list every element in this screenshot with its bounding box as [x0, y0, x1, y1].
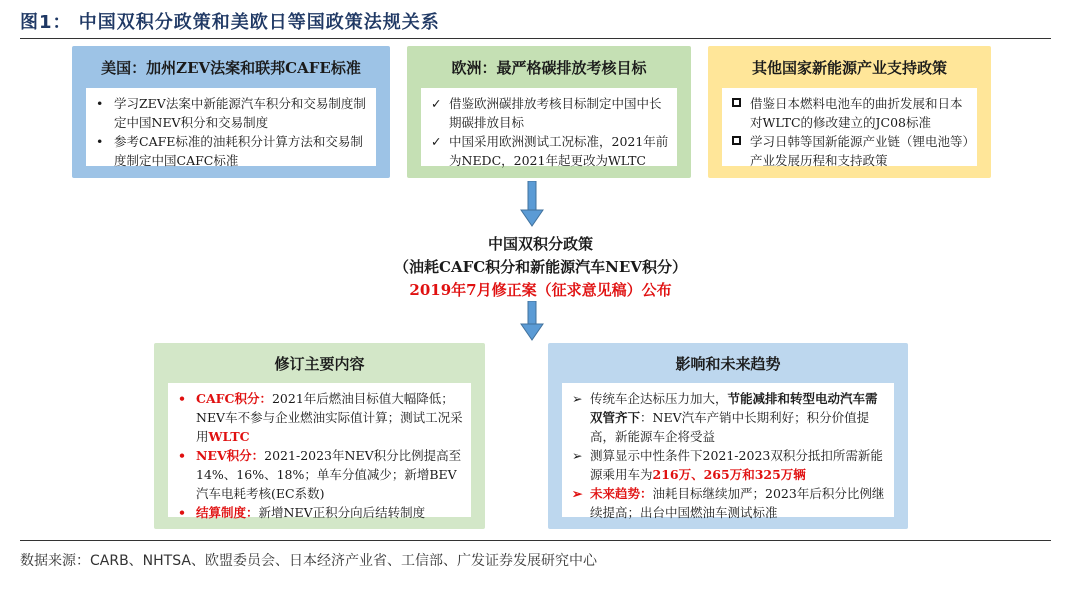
other-policy-box: [708, 46, 991, 178]
check-icon: ✓: [431, 96, 442, 111]
us-policy-item: • 参考CAFE标准的油耗积分计算方法和交易制度制定中国CAFC标准: [96, 134, 363, 168]
revision-item: • 结算制度：新增NEV正积分向后结转制度: [178, 505, 426, 520]
source-rule: [20, 540, 1051, 541]
bullet-icon: •: [96, 96, 104, 111]
arrow-bullet-icon: ➢: [572, 448, 583, 463]
center-subtitle: （油耗CAFC积分和新能源汽车NEV积分）: [394, 258, 687, 276]
square-bullet-icon: [732, 98, 741, 107]
source-note: 数据来源：CARB、NHTSA、欧盟委员会、日本经济产业省、工信部、广发证券发展研究中心: [20, 553, 597, 569]
us-policy-body: [86, 88, 376, 166]
revision-header: 修订主要内容: [274, 354, 365, 373]
impact-box: [548, 343, 908, 529]
us-policy-header: 美国：加州ZEV法案和联邦CAFE标准: [101, 58, 361, 77]
other-policy-item: 借鉴日本燃料电池车的曲折发展和日本对WLTC的修改建立的JC08标准: [732, 94, 969, 132]
impact-item: ➢ 测算显示中性条件下2021-2023双积分抵扣所需新能源乘用车为216万、265万和325万辆: [572, 448, 883, 482]
bullet-icon: •: [178, 448, 186, 463]
impact-header: 影响和未来趋势: [675, 354, 781, 373]
center-title: 中国双积分政策: [487, 235, 593, 253]
bullet-icon: •: [96, 134, 104, 149]
revision-item: • CAFC积分：2021年后燃油目标值大幅降低；NEV车不参与企业燃油实际值计算；测试工况采用WLTC: [178, 391, 463, 444]
down-arrow-icon: [519, 301, 545, 341]
eu-policy-header: 欧洲：最严格碳排放考核目标: [451, 58, 647, 77]
eu-policy-item: ✓ 借鉴欧洲碳排放考核目标制定中国中长期碳排放目标: [431, 96, 662, 130]
title-rule: [20, 38, 1051, 39]
center-announcement: 2019年7月修正案（征求意见稿）公布: [409, 281, 672, 299]
impact-item: ➢ 未来趋势：油耗目标继续加严；2023年后积分比例继续提高；出台中国燃油车测试标准: [572, 486, 885, 520]
revision-body: [168, 383, 471, 520]
revision-box: [154, 343, 485, 529]
check-icon: ✓: [431, 134, 442, 149]
eu-policy-body: [421, 88, 677, 166]
square-bullet-icon: [732, 136, 741, 145]
arrow-bullet-icon: ➢: [572, 391, 583, 406]
other-policy-header: 其他国家新能源产业支持政策: [751, 58, 947, 77]
other-policy-item: 学习日韩等国新能源产业链（锂电池等）产业发展历程和支持政策: [732, 132, 969, 170]
down-arrow-icon: [519, 181, 545, 227]
revision-item: • NEV积分：2021-2023年NEV积分比例提高至14%、16%、18%；单车分值减少；新增BEV汽车电耗考核(EC系数): [178, 448, 462, 501]
bullet-icon: •: [178, 505, 186, 520]
impact-body: [562, 383, 894, 520]
us-policy-box: [72, 46, 390, 178]
us-policy-item: • 学习ZEV法案中新能源汽车积分和交易制度制定中国NEV积分和交易制度: [96, 96, 366, 130]
impact-item: ➢ 传统车企达标压力加大，节能减排和转型电动汽车需双管齐下：NEV汽车产销中长期利好；积分价值提高，新能源车企将受益: [572, 391, 878, 444]
arrow-bullet-icon: ➢: [572, 486, 583, 501]
eu-policy-box: [407, 46, 691, 178]
figure-title: 图1： 中国双积分政策和美欧日等国政策法规关系: [20, 12, 440, 33]
bullet-icon: •: [178, 391, 186, 406]
other-policy-body: [722, 88, 977, 166]
eu-policy-item: ✓ 中国采用欧洲测试工况标准，2021年前为NEDC，2021年起更改为WLTC: [431, 134, 669, 168]
